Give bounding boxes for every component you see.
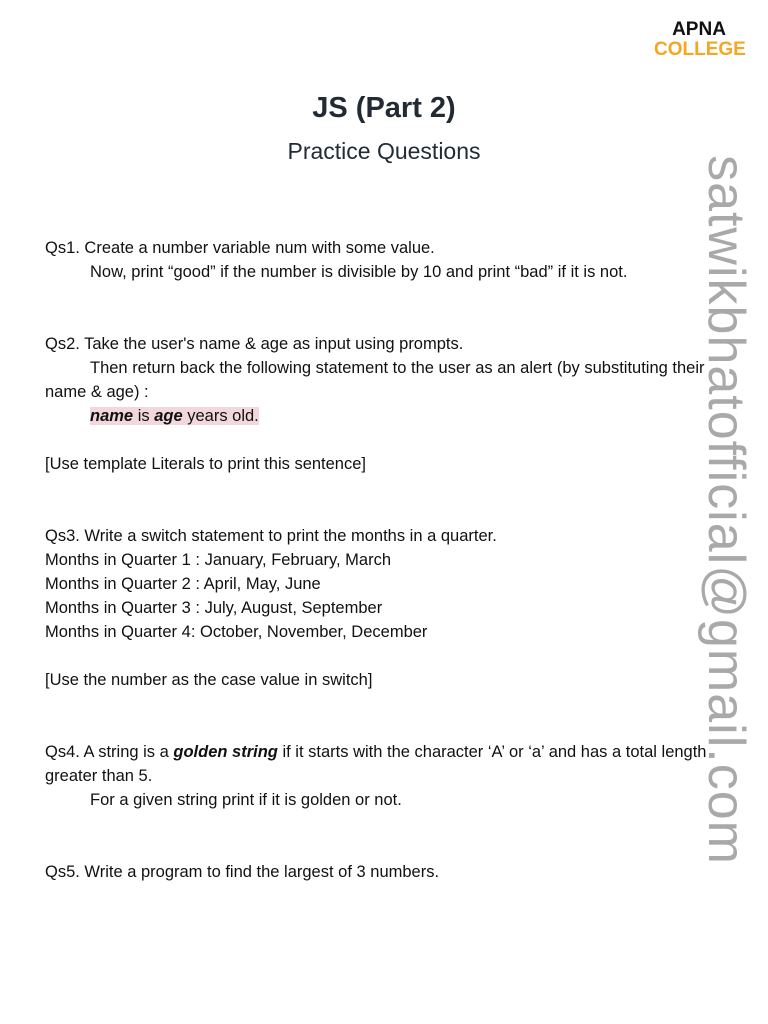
q5-line1: Qs5. Write a program to find the largest of 3 numbers. xyxy=(45,863,440,881)
page-title: JS (Part 2) xyxy=(312,92,456,124)
q2-line1: Qs2. Take the user's name & age as input using prompts. xyxy=(45,335,464,353)
q1-line2: Now, print “good” if the number is divisible by 10 and print “bad” if it is not. xyxy=(90,263,628,281)
question-3 xyxy=(45,524,713,692)
q1-line1: Qs1. Create a number variable num with some value. xyxy=(45,239,435,257)
q2-example-is: is xyxy=(133,407,155,425)
email-watermark: satwikbhatofficial@gmail.com xyxy=(697,155,755,865)
page-subtitle: Practice Questions xyxy=(287,138,481,164)
q4-golden-string: golden string xyxy=(173,743,278,761)
q2-example-name: name xyxy=(90,407,134,425)
q4-prefix: Qs4. A string is a xyxy=(45,743,174,761)
q3-line1: Qs3. Write a switch statement to print the months in a quarter. xyxy=(45,527,497,545)
q2-example-highlight xyxy=(90,407,259,425)
q3-note: [Use the number as the case value in switch] xyxy=(45,671,373,689)
questions-section xyxy=(45,236,713,884)
logo-text-top: APNA xyxy=(672,19,726,40)
question-2 xyxy=(45,332,713,476)
q2-example xyxy=(45,404,713,428)
question-1 xyxy=(45,236,713,284)
q2-line2: Then return back the following statement to the user as an alert (by substituting their name & age) : xyxy=(45,359,705,401)
q2-example-rest: years old. xyxy=(182,407,259,425)
q3-quarter-1: Months in Quarter 1 : January, February, March xyxy=(45,551,392,569)
q4-line1 xyxy=(45,740,713,788)
q3-quarter-3: Months in Quarter 3 : July, August, September xyxy=(45,599,383,617)
q3-quarter-4: Months in Quarter 4: October, November, December xyxy=(45,623,428,641)
q4-suffix: if it starts with the character ‘A’ or ‘a’ and has a total length greater than 5. xyxy=(45,743,707,785)
q4-line2: For a given string print if it is golden or not. xyxy=(90,791,402,809)
apna-college-logo xyxy=(654,20,744,59)
question-5 xyxy=(45,860,713,884)
logo-text-bottom: COLLEGE xyxy=(654,39,746,60)
q3-quarter-2: Months in Quarter 2 : April, May, June xyxy=(45,575,321,593)
q2-note: [Use template Literals to print this sentence] xyxy=(45,455,366,473)
question-4 xyxy=(45,740,713,812)
q2-example-age: age xyxy=(154,407,183,425)
